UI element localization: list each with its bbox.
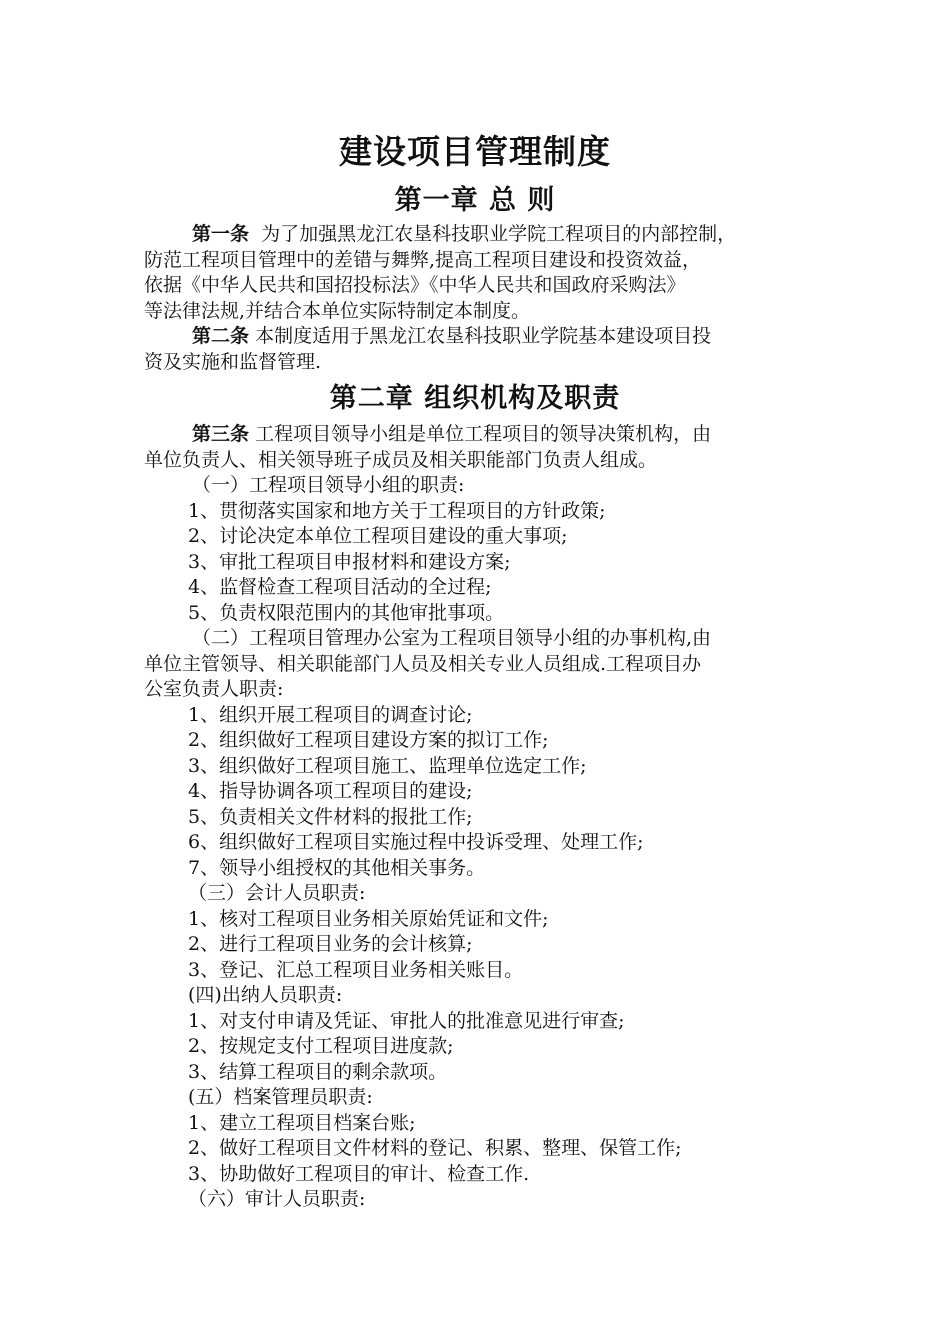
list-item: 7、领导小组授权的其他相关事务。: [188, 856, 486, 879]
article-1-line: 防范工程项目管理中的差错与舞弊,提高工程项目建设和投资效益，: [144, 248, 702, 271]
article-2-label: 第二条: [192, 325, 250, 347]
chapter-2-title: 第二章 组织机构及职责: [329, 383, 621, 414]
list-item: 1、组织开展工程项目的调查讨论;: [188, 703, 473, 726]
group-4-heading: (四)出纳人员职责:: [188, 984, 343, 1006]
document-title: 建设项目管理制度: [339, 132, 611, 171]
group-6-heading: （六）审计人员职责:: [188, 1188, 366, 1210]
list-item: 3、组织做好工程项目施工、监理单位选定工作;: [188, 754, 587, 777]
list-item: 6、组织做好工程项目实施过程中投诉受理、处理工作;: [188, 831, 644, 853]
list-item: 3、审批工程项目申报材料和建设方案;: [188, 550, 511, 573]
article-3-line: 单位负责人、相关领导班子成员及相关职能部门负责人组成。: [144, 448, 658, 471]
list-item: 2、做好工程项目文件材料的登记、积累、整理、保管工作;: [188, 1137, 682, 1159]
chapter-1-body: [144, 222, 824, 375]
list-item: 3、协助做好工程项目的审计、检查工作.: [188, 1162, 530, 1185]
list-item: 5、负责权限范围内的其他审批事项。: [188, 601, 505, 624]
list-item: 5、负责相关文件材料的报批工作;: [188, 805, 473, 828]
article-2-line: 资及实施和监督管理.: [144, 350, 322, 373]
group-2-line: 单位主管领导、相关职能部门人员及相关专业人员组成.工程项目办: [144, 652, 702, 675]
chapter-1-title: 第一章 总 则: [394, 185, 556, 216]
article-1-line: 第一条 为了加强黑龙江农垦科技职业学院工程项目的内部控制，: [192, 223, 737, 245]
group-1-heading: （一）工程项目领导小组的职责:: [192, 474, 465, 496]
list-item: 3、登记、汇总工程项目业务相关账目。: [188, 958, 524, 981]
list-item: 1、贯彻落实国家和地方关于工程项目的方针政策;: [188, 499, 606, 522]
group-2-line: 公室负责人职责:: [144, 678, 284, 700]
chapter-2-body: [144, 422, 824, 1213]
article-1-line: 依据《中华人民共和国招投标法》《中华人民共和国政府采购法》: [144, 274, 686, 296]
list-item: 2、按规定支付工程项目进度款;: [188, 1035, 454, 1057]
group-2-heading: （二）工程项目管理办公室为工程项目领导小组的办事机构,由: [192, 627, 712, 649]
list-item: 1、对支付申请及凭证、审批人的批准意见进行审查;: [188, 1009, 625, 1032]
article-1-line: 等法律法规,并结合本单位实际特制定本制度。: [144, 299, 531, 322]
article-1-label: 第一条: [192, 223, 250, 245]
group-5-heading: (五）档案管理员职责:: [188, 1086, 373, 1108]
list-item: 2、讨论决定本单位工程项目建设的重大事项;: [188, 525, 568, 547]
article-3-line: 第三条 工程项目领导小组是单位工程项目的领导决策机构，由: [192, 423, 712, 445]
list-item: 2、进行工程项目业务的会计核算;: [188, 933, 473, 955]
group-3-heading: （三）会计人员职责:: [188, 882, 366, 904]
list-item: 2、组织做好工程项目建设方案的拟订工作;: [188, 729, 549, 751]
list-item: 1、核对工程项目业务相关原始凭证和文件;: [188, 907, 549, 930]
article-3-label: 第三条: [192, 423, 250, 445]
article-2-line: 第二条 本制度适用于黑龙江农垦科技职业学院基本建设项目投: [192, 325, 712, 347]
list-item: 4、监督检查工程项目活动的全过程;: [188, 576, 492, 598]
list-item: 1、建立工程项目档案台账;: [188, 1111, 416, 1134]
list-item: 3、结算工程项目的剩余款项。: [188, 1060, 448, 1083]
list-item: 4、指导协调各项工程项目的建设;: [188, 780, 473, 802]
